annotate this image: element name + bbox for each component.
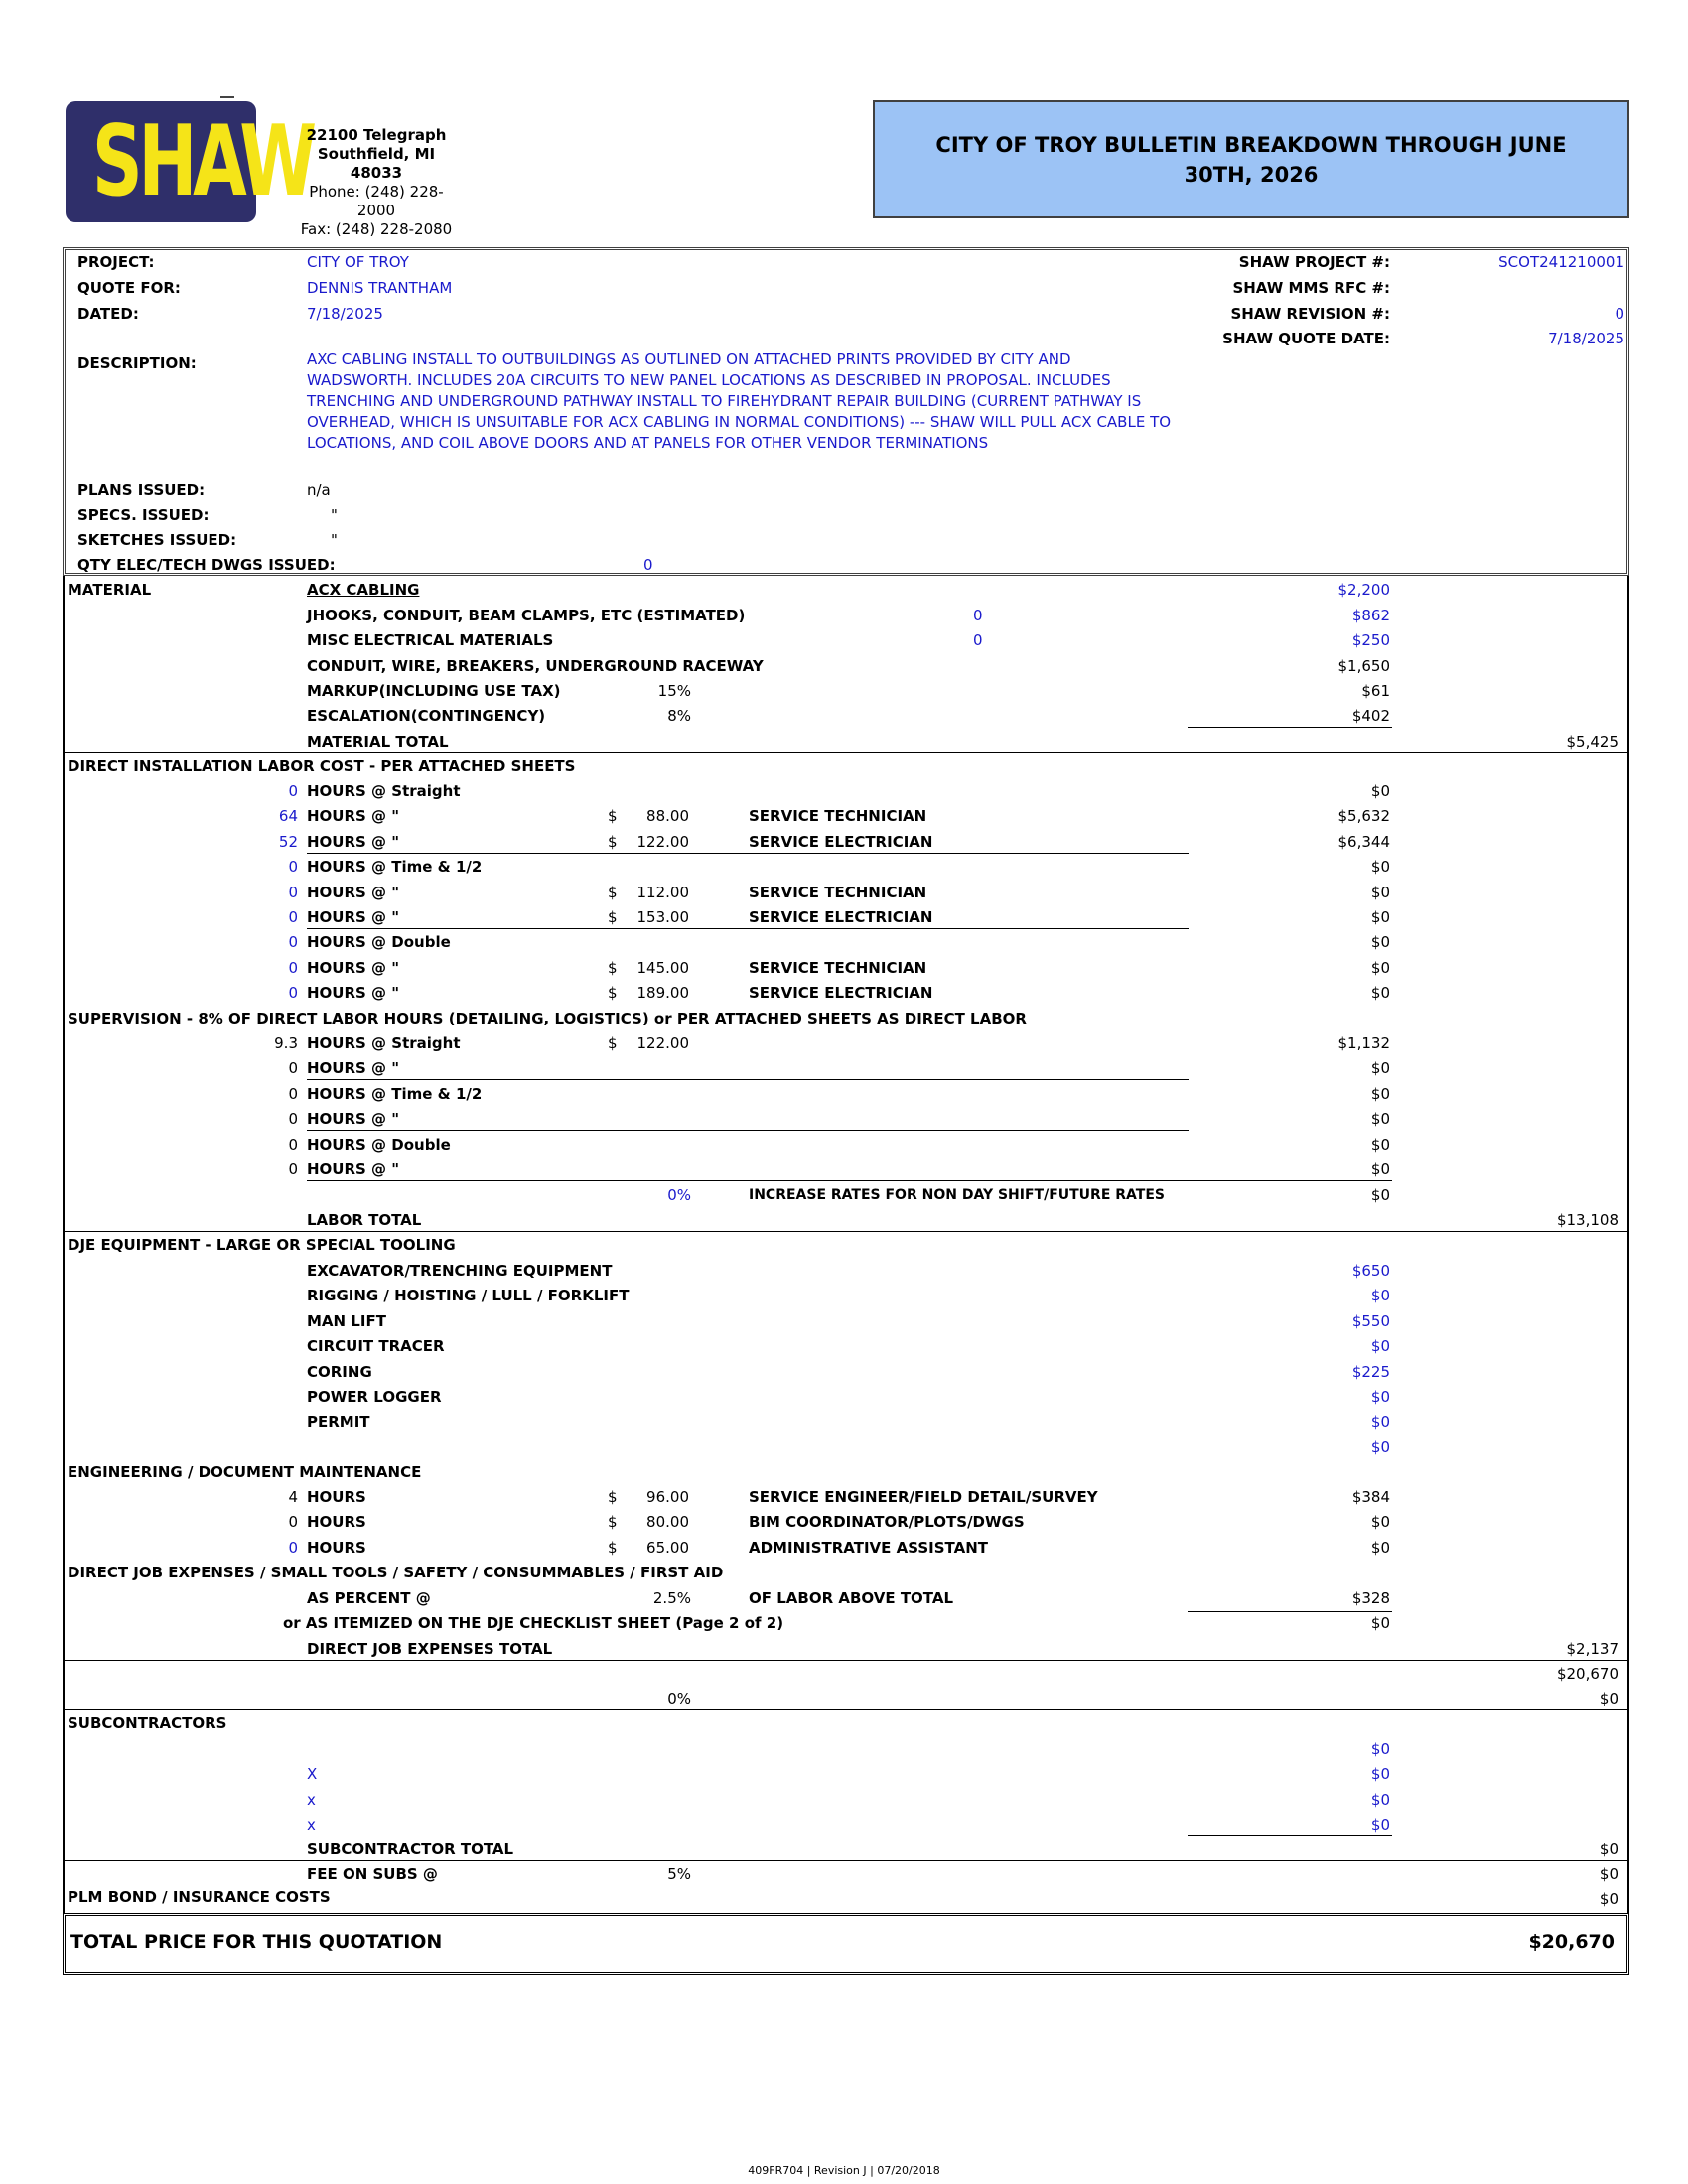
grand-total-label: TOTAL PRICE FOR THIS QUOTATION: [70, 1931, 443, 1953]
sketches-value: ": [331, 531, 338, 549]
description-value: AXC CABLING INSTALL TO OUTBUILDINGS AS OUTLINED ON ATTACHED PRINTS PROVIDED BY CITY AND WADSWORTH. INCLUDES 20A CIRCUITS TO NEW PANEL LOCATIONS AS DESCRIBED IN PROPOSAL. INCLUDES TRENCHING AND UNDERGROUND PATHWAY INSTALL TO FIREHYDRANT REPAIR BUILDING (CURRENT PATHWAY IS OVERHEAD, WHICH IS UNSUITABLE FOR ACX CABLING IN NORMAL CONDITIONS) --- SHAW WILL PULL ACX CABLE TO LOCATIONS, AND COIL ABOVE DOORS AND AT PANELS FOR OTHER VENDOR TERMINATIONS: [307, 350, 1172, 452]
increase-amount: $0: [1370, 1186, 1390, 1204]
labor-rate: 112.00: [636, 883, 689, 901]
conduit-amount: $1,650: [1337, 657, 1390, 675]
bond-insurance-label: PLM BOND / INSURANCE COSTS: [68, 1888, 331, 1906]
equipment-item-amount: $0: [1370, 1437, 1390, 1456]
engineering-hours-label: HOURS: [307, 1488, 366, 1506]
equipment-item-label: CORING: [307, 1362, 372, 1381]
dje-percent-label: AS PERCENT @: [307, 1589, 431, 1607]
sketches-label: SKETCHES ISSUED:: [77, 531, 237, 549]
equipment-item-amount: $225: [1351, 1362, 1390, 1381]
engineering-rate-currency: $: [608, 1488, 618, 1506]
engineering-role: ADMINISTRATIVE ASSISTANT: [749, 1538, 989, 1557]
equipment-item-amount: $0: [1370, 1337, 1390, 1356]
labor-role: SERVICE ELECTRICIAN: [749, 984, 933, 1003]
labor-hours-qty: 0: [288, 908, 298, 926]
labor-rate-currency: $: [608, 832, 618, 851]
shaw-mms-label: SHAW MMS RFC #:: [1232, 279, 1390, 297]
subtotal-pct-amount: $0: [1599, 1690, 1618, 1707]
supervision-rate: [616, 1135, 689, 1155]
subcontractor-amount: $0: [1370, 1816, 1390, 1835]
markup-pct: 15%: [657, 682, 691, 700]
jhooks-label: JHOOKS, CONDUIT, BEAM CLAMPS, ETC (ESTIMATED): [307, 607, 746, 624]
bond-insurance-amount: $0: [1599, 1890, 1618, 1908]
plans-label: PLANS ISSUED:: [77, 481, 206, 499]
supervision-hours-qty: 0: [288, 1135, 298, 1154]
labor-rate: 153.00: [636, 908, 689, 926]
supervision-rate: 122.00: [636, 1034, 689, 1052]
engineering-hours-label: HOURS: [307, 1538, 366, 1557]
dje-percent: 2.5%: [652, 1589, 691, 1607]
supervision-rate: [616, 1109, 689, 1129]
document-title-box: [873, 100, 1629, 218]
fee-on-subs-label: FEE ON SUBS @: [307, 1865, 438, 1883]
engineering-amount: $0: [1370, 1538, 1390, 1557]
supervision-amount: $0: [1370, 1160, 1390, 1178]
labor-rate-currency: $: [608, 908, 618, 926]
qty-dwgs-label: QTY ELEC/TECH DWGS ISSUED:: [77, 556, 336, 574]
labor-hours-label: HOURS @ Straight: [307, 782, 461, 800]
equipment-item-amount: $0: [1370, 1413, 1390, 1432]
subcontractors-section-title: SUBCONTRACTORS: [68, 1714, 227, 1732]
divider: [65, 1231, 1627, 1232]
supervision-hours-label: HOURS @ ": [307, 1160, 400, 1178]
logo-mark: [220, 96, 234, 98]
equipment-item-amount: $0: [1370, 1388, 1390, 1406]
conduit-label: CONDUIT, WIRE, BREAKERS, UNDERGROUND RACEWAY: [307, 657, 764, 675]
dje-itemized-amount: $0: [1370, 1614, 1390, 1632]
engineering-section-title: ENGINEERING / DOCUMENT MAINTENANCE: [68, 1463, 422, 1481]
fax: Fax: (248) 228-2080: [300, 220, 453, 238]
quote-for-value: DENNIS TRANTHAM: [307, 279, 453, 297]
address-line1: 22100 Telegraph: [306, 126, 447, 144]
labor-rate: 145.00: [636, 958, 689, 977]
material-total: $5,425: [1566, 733, 1618, 751]
shaw-project-label: SHAW PROJECT #:: [1238, 253, 1390, 271]
shaw-mms-value: [1430, 278, 1624, 298]
dated-value: 7/18/2025: [307, 305, 383, 323]
markup-amount: $61: [1361, 682, 1390, 700]
supervision-amount: $0: [1370, 1110, 1390, 1129]
escalation-label: ESCALATION(CONTINGENCY): [307, 707, 546, 725]
equipment-item-label: RIGGING / HOISTING / LULL / FORKLIFT: [307, 1287, 630, 1305]
labor-hours-label: HOURS @ Double: [307, 933, 451, 952]
labor-rate-currency: $: [608, 807, 618, 826]
labor-role: SERVICE TECHNICIAN: [749, 883, 927, 901]
shaw-quote-date-value: 7/18/2025: [1548, 330, 1624, 347]
misc-materials-label: MISC ELECTRICAL MATERIALS: [307, 631, 554, 649]
labor-amount: $0: [1370, 782, 1390, 800]
shaw-project-value: SCOT241210001: [1498, 253, 1624, 271]
subcontractor-line: [1188, 1835, 1392, 1836]
labor-amount: $0: [1370, 958, 1390, 977]
labor-hours-qty: 64: [278, 807, 298, 826]
labor-hours-label: HOURS @ Time & 1/2: [307, 858, 483, 877]
labor-amount: $0: [1370, 858, 1390, 877]
supervision-hours-label: HOURS @ ": [307, 1059, 400, 1078]
labor-role: SERVICE ELECTRICIAN: [749, 832, 933, 851]
labor-rate: [616, 932, 689, 952]
jhooks-qty: 0: [973, 607, 983, 624]
labor-rate-currency: $: [608, 958, 618, 977]
shaw-revision-value: 0: [1615, 305, 1624, 323]
dje-itemized-label: or AS ITEMIZED ON THE DJE CHECKLIST SHEET (Page 2 of 2): [283, 1614, 784, 1632]
supervision-amount: $0: [1370, 1059, 1390, 1078]
divider: [65, 1660, 1627, 1661]
underline-rule: [307, 1180, 1392, 1181]
labor-rate: 122.00: [636, 832, 689, 851]
underline-rule: [307, 928, 1189, 929]
markup-label: MARKUP(INCLUDING USE TAX): [307, 682, 561, 700]
supervision-hours-qty: 0: [288, 1110, 298, 1129]
labor-hours-qty: 52: [278, 832, 298, 851]
misc-materials-amount: $250: [1351, 631, 1390, 649]
supervision-hours-label: HOURS @ Double: [307, 1135, 451, 1154]
specs-value: ": [331, 506, 338, 524]
shaw-revision-label: SHAW REVISION #:: [1230, 305, 1390, 323]
phone: Phone: (248) 228-2000: [309, 183, 444, 219]
labor-hours-label: HOURS @ ": [307, 908, 400, 926]
grand-total-amount: $20,670: [1528, 1931, 1615, 1953]
equipment-item-label: POWER LOGGER: [307, 1388, 442, 1406]
supervision-rate: [616, 1058, 689, 1078]
supervision-rate: [616, 1084, 689, 1104]
material-subtotal-line: [1188, 727, 1392, 728]
labor-total: $13,108: [1556, 1211, 1618, 1229]
labor-hours-label: HOURS @ ": [307, 958, 400, 977]
material-total-label: MATERIAL TOTAL: [307, 733, 449, 751]
engineering-role: SERVICE ENGINEER/FIELD DETAIL/SURVEY: [749, 1488, 1098, 1506]
material-section-title: MATERIAL: [68, 581, 152, 599]
logo-text: SHAW: [91, 105, 313, 218]
labor-hours-label: HOURS @ ": [307, 984, 400, 1003]
supervision-rate: [616, 1160, 689, 1179]
supervision-hours-label: HOURS @ ": [307, 1110, 400, 1129]
equipment-item-label: PERMIT: [307, 1413, 370, 1432]
engineering-rate: 96.00: [646, 1488, 689, 1506]
labor-role: SERVICE TECHNICIAN: [749, 807, 927, 826]
labor-rate-currency: $: [608, 984, 618, 1003]
engineering-rate: 65.00: [646, 1538, 689, 1557]
labor-amount: $6,344: [1337, 832, 1390, 851]
address-line2: Southfield, MI 48033: [317, 145, 436, 182]
labor-hours-label: HOURS @ ": [307, 807, 400, 826]
supervision-amount: $0: [1370, 1135, 1390, 1154]
equipment-item-amount: $650: [1351, 1262, 1390, 1280]
supervision-hours-label: HOURS @ Straight: [307, 1034, 461, 1052]
engineering-amount: $384: [1351, 1488, 1390, 1506]
escalation-amount: $402: [1351, 707, 1390, 725]
labor-rate: 189.00: [636, 984, 689, 1003]
dje-percent-desc: OF LABOR ABOVE TOTAL: [749, 1589, 954, 1607]
engineering-hours-qty: 0: [288, 1538, 298, 1557]
subcontractor-total-label: SUBCONTRACTOR TOTAL: [307, 1841, 514, 1858]
underline-rule: [307, 1130, 1189, 1131]
project-label: PROJECT:: [77, 253, 155, 271]
supervision-amount: $1,132: [1337, 1034, 1390, 1052]
shaw-logo: [66, 101, 313, 222]
misc-materials-qty: 0: [973, 631, 983, 649]
subcontractor-name: x: [307, 1816, 316, 1835]
labor-amount: $5,632: [1337, 807, 1390, 826]
project-value: CITY OF TROY: [307, 253, 409, 271]
divider: [65, 1860, 1627, 1861]
labor-section-title: DIRECT INSTALLATION LABOR COST - PER ATTACHED SHEETS: [68, 757, 576, 775]
specs-label: SPECS. ISSUED:: [77, 506, 210, 524]
dje-percent-amount: $328: [1351, 1589, 1390, 1607]
subtotal-amount: $20,670: [1556, 1665, 1618, 1683]
underline-rule: [307, 853, 1189, 854]
labor-hours-label: HOURS @ ": [307, 832, 400, 851]
supervision-hours-qty: 0: [288, 1160, 298, 1178]
acx-cabling-label: ACX CABLING: [307, 581, 420, 599]
supervision-amount: $0: [1370, 1084, 1390, 1103]
engineering-amount: $0: [1370, 1513, 1390, 1532]
grand-total-row: [63, 1913, 1629, 1975]
labor-hours-qty: 0: [288, 984, 298, 1003]
increase-pct: 0%: [667, 1186, 691, 1204]
labor-rate: 88.00: [646, 807, 689, 826]
engineering-role: BIM COORDINATOR/PLOTS/DWGS: [749, 1513, 1025, 1532]
equipment-item-amount: $550: [1351, 1311, 1390, 1330]
fee-on-subs-pct: 5%: [667, 1865, 691, 1883]
supervision-hours-qty: 0: [288, 1059, 298, 1078]
labor-hours-label: HOURS @ ": [307, 883, 400, 901]
subcontractor-amount: $0: [1370, 1765, 1390, 1784]
labor-hours-qty: 0: [288, 933, 298, 952]
increase-label: INCREASE RATES FOR NON DAY SHIFT/FUTURE RATES: [749, 1187, 1165, 1203]
equipment-item-label: CIRCUIT TRACER: [307, 1337, 445, 1356]
labor-hours-qty: 0: [288, 782, 298, 800]
labor-amount: $0: [1370, 933, 1390, 952]
escalation-pct: 8%: [667, 707, 691, 725]
labor-rate: [616, 857, 689, 877]
jhooks-amount: $862: [1351, 607, 1390, 624]
underline-rule: [307, 1079, 1189, 1080]
supervision-hours-qty: 9.3: [274, 1034, 298, 1052]
subtotal-pct: 0%: [667, 1690, 691, 1707]
dated-label: DATED:: [77, 305, 139, 323]
fee-on-subs-amount: $0: [1599, 1865, 1618, 1883]
subcontractor-amount: $0: [1370, 1790, 1390, 1809]
equipment-item-label: EXCAVATOR/TRENCHING EQUIPMENT: [307, 1262, 613, 1280]
subcontractor-name: x: [307, 1790, 316, 1809]
labor-role: SERVICE TECHNICIAN: [749, 958, 927, 977]
engineering-rate-currency: $: [608, 1538, 618, 1557]
labor-role: SERVICE ELECTRICIAN: [749, 908, 933, 926]
shaw-quote-date-label: SHAW QUOTE DATE:: [1222, 330, 1390, 347]
subcontractor-amount: $0: [1370, 1740, 1390, 1758]
divider: [65, 1709, 1627, 1710]
supervision-rate-currency: $: [608, 1034, 618, 1052]
labor-amount: $0: [1370, 984, 1390, 1003]
dje-line: [1188, 1611, 1392, 1612]
equipment-item-label: MAN LIFT: [307, 1311, 386, 1330]
company-address: [294, 126, 459, 239]
document-title: CITY OF TROY BULLETIN BREAKDOWN THROUGH JUNE 30TH, 2026: [935, 132, 1567, 187]
labor-hours-qty: 0: [288, 883, 298, 901]
engineering-hours-qty: 0: [288, 1513, 298, 1532]
dje-total-label: DIRECT JOB EXPENSES TOTAL: [307, 1640, 553, 1658]
form-footer: 409FR704 | Revision J | 07/20/2018: [748, 2164, 940, 2177]
labor-total-label: LABOR TOTAL: [307, 1211, 422, 1229]
engineering-rate-currency: $: [608, 1513, 618, 1532]
plans-value: n/a: [307, 481, 331, 499]
labor-amount: $0: [1370, 883, 1390, 901]
subcontractor-name: X: [307, 1765, 318, 1784]
quote-for-label: QUOTE FOR:: [77, 279, 181, 297]
supervision-hours-qty: 0: [288, 1084, 298, 1103]
labor-amount: $0: [1370, 908, 1390, 926]
labor-rate-currency: $: [608, 883, 618, 901]
engineering-hours-label: HOURS: [307, 1513, 366, 1532]
supervision-section-title: SUPERVISION - 8% OF DIRECT LABOR HOURS (DETAILING, LOGISTICS) or PER ATTACHED SHEETS AS DIRECT LABOR: [68, 1010, 1027, 1027]
description-label: DESCRIPTION:: [77, 354, 197, 372]
equipment-section-title: DJE EQUIPMENT - LARGE OR SPECIAL TOOLING: [68, 1236, 456, 1254]
dje-total: $2,137: [1566, 1640, 1618, 1658]
supervision-hours-label: HOURS @ Time & 1/2: [307, 1084, 483, 1103]
equipment-item-amount: $0: [1370, 1287, 1390, 1305]
labor-rate: [616, 781, 689, 801]
dje-section-title: DIRECT JOB EXPENSES / SMALL TOOLS / SAFETY / CONSUMMABLES / FIRST AID: [68, 1564, 724, 1581]
subcontractor-total: $0: [1599, 1841, 1618, 1858]
qty-dwgs-value: 0: [643, 556, 653, 574]
engineering-rate: 80.00: [646, 1513, 689, 1532]
engineering-hours-qty: 4: [288, 1488, 298, 1506]
labor-hours-qty: 0: [288, 858, 298, 877]
labor-hours-qty: 0: [288, 958, 298, 977]
divider: [65, 752, 1627, 753]
acx-cabling-amount: $2,200: [1337, 581, 1390, 599]
